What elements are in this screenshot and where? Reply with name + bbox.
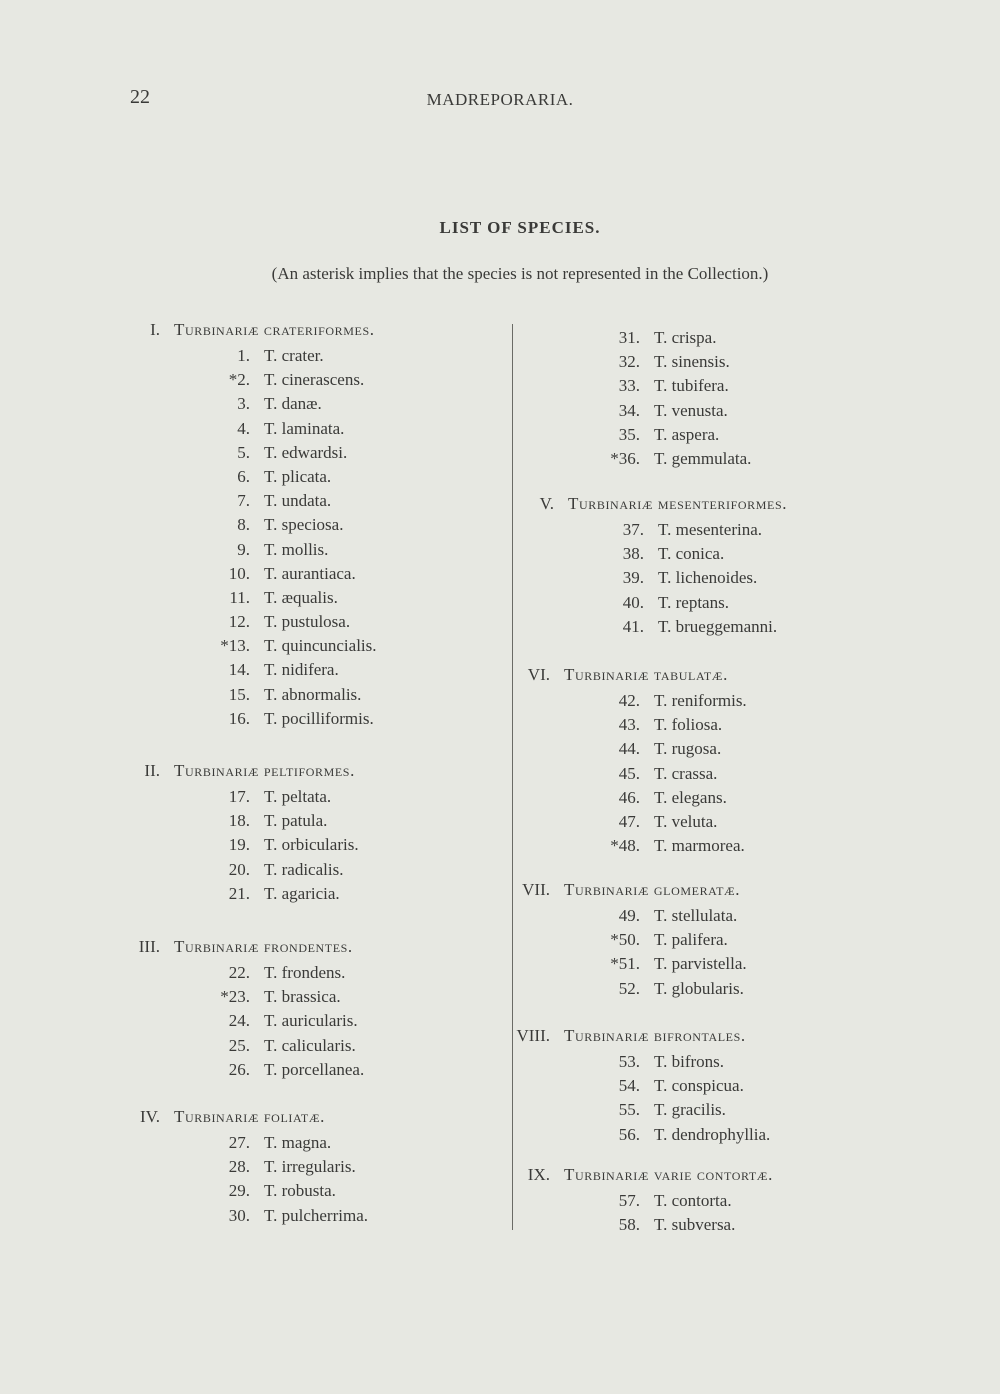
page-number: 22 [130, 86, 150, 108]
section-numeral: III. [138, 937, 160, 956]
section-title: Turbinariæ varie contortæ. [564, 1165, 773, 1184]
species-number: 9. [237, 539, 250, 559]
species-name: T. pulcherrima. [264, 1205, 369, 1225]
section-title: Turbinariæ peltiformes. [174, 761, 355, 780]
species-number: 21. [228, 883, 250, 903]
species-number: 35. [618, 424, 640, 444]
species-number: *51. [610, 954, 640, 974]
species-name: T. nidifera. [264, 660, 339, 680]
section-title: Turbinariæ crateriformes. [174, 320, 375, 339]
section-title: Turbinariæ mesenteriformes. [568, 494, 788, 513]
species-number: 57. [618, 1191, 640, 1210]
species-name: T. tubifera. [654, 376, 729, 396]
species-name: T. plicata. [264, 466, 332, 486]
species-name: T. conspicua. [654, 1076, 744, 1096]
species-name: T. conica. [658, 544, 725, 564]
section-numeral: IV. [140, 1107, 160, 1126]
species-number: 34. [618, 400, 640, 420]
section-numeral: I. [150, 320, 160, 339]
species-name: T. marmorea. [654, 836, 745, 856]
column-divider [512, 324, 513, 1230]
species-number: 38. [622, 544, 644, 564]
species-name: T. crater. [264, 346, 324, 365]
species-number: 41. [622, 616, 644, 636]
section-title: Turbinariæ foliatæ. [174, 1107, 325, 1126]
species-number: *13. [220, 636, 250, 656]
species-number: 43. [618, 715, 640, 735]
species-name: T. danæ. [264, 394, 322, 414]
species-number: 52. [618, 978, 640, 998]
species-name: T. undata. [264, 491, 332, 511]
species-name: T. contorta. [654, 1191, 732, 1210]
species-name: T. sinensis. [654, 352, 730, 372]
section-title: Turbinariæ glomeratæ. [564, 880, 741, 899]
running-head: MADREPORARIA. [426, 90, 574, 109]
species-name: T. auricularis. [264, 1011, 358, 1031]
species-number: 8. [237, 515, 250, 535]
species-name: T. parvistella. [654, 954, 747, 974]
species-name: T. peltata. [264, 787, 332, 806]
species-name: T. bifrons. [654, 1052, 725, 1071]
species-number: 25. [228, 1035, 250, 1055]
species-number: 58. [618, 1215, 640, 1235]
species-number: 5. [237, 442, 250, 462]
species-name: T. reniformis. [654, 691, 747, 710]
species-number: 15. [228, 684, 250, 704]
species-number: *36. [610, 448, 640, 468]
species-number: 17. [228, 787, 250, 806]
species-number: 27. [228, 1133, 250, 1152]
species-number: 47. [618, 811, 640, 831]
species-name: T. magna. [264, 1133, 332, 1152]
species-name: T. gemmulata. [654, 448, 752, 468]
species-number: 6. [237, 466, 250, 486]
species-name: T. venusta. [654, 400, 728, 420]
species-number: 22. [228, 963, 250, 982]
species-name: T. orbicularis. [264, 835, 359, 855]
species-name: T. mollis. [264, 539, 329, 559]
species-number: *23. [220, 987, 250, 1007]
species-number: 14. [228, 660, 250, 680]
species-number: 12. [228, 612, 250, 632]
species-number: 3. [237, 394, 250, 414]
section-numeral: VIII. [516, 1026, 550, 1045]
species-number: *50. [610, 930, 640, 950]
species-number: 1. [237, 346, 250, 365]
species-number: 28. [228, 1157, 250, 1177]
species-number: 16. [228, 708, 250, 728]
species-number: 55. [618, 1100, 640, 1120]
species-number: 31. [618, 328, 640, 347]
species-number: 42. [618, 691, 640, 710]
species-number: 18. [228, 811, 250, 831]
section-numeral: II. [144, 761, 160, 780]
section-numeral: VII. [522, 880, 550, 899]
species-name: T. edwardsi. [264, 442, 348, 462]
species-name: T. brassica. [264, 987, 341, 1007]
species-number: 20. [228, 859, 250, 879]
species-name: T. rugosa. [654, 739, 722, 759]
species-number: 40. [622, 592, 644, 612]
species-name: T. porcellanea. [264, 1059, 365, 1079]
species-name: T. globularis. [654, 978, 744, 998]
species-number: 56. [618, 1124, 640, 1144]
species-number: 53. [618, 1052, 640, 1071]
species-number: 10. [228, 563, 250, 583]
species-name: T. brueggemanni. [658, 616, 778, 636]
species-number: 30. [228, 1205, 250, 1225]
species-number: 29. [228, 1181, 250, 1201]
species-name: T. calicularis. [264, 1035, 356, 1055]
species-name: T. radicalis. [264, 859, 344, 879]
species-name: T. robusta. [264, 1181, 336, 1201]
section-title: Turbinariæ frondentes. [174, 937, 353, 956]
section-numeral: VI. [527, 665, 550, 684]
species-number: 19. [228, 835, 250, 855]
species-number: 33. [618, 376, 640, 396]
species-number: *48. [610, 836, 640, 856]
species-name: T. elegans. [654, 787, 727, 807]
species-name: T. cinerascens. [264, 370, 365, 390]
species-number: 4. [237, 418, 250, 438]
section-numeral: V. [539, 494, 554, 513]
section-title: Turbinariæ tabulatæ. [564, 665, 728, 684]
species-number: 44. [618, 739, 640, 759]
species-name: T. patula. [264, 811, 328, 831]
species-name: T. pocilliformis. [264, 708, 374, 728]
species-name: T. agaricia. [264, 883, 340, 903]
species-name: T. gracilis. [654, 1100, 726, 1120]
species-name: T. frondens. [264, 963, 346, 982]
species-number: 49. [618, 906, 640, 925]
species-name: T. irregularis. [264, 1157, 356, 1177]
section-numeral: IX. [527, 1165, 550, 1184]
species-number: 54. [618, 1076, 640, 1096]
species-number: 11. [229, 587, 250, 607]
species-name: T. crispa. [654, 328, 717, 347]
species-number: 46. [618, 787, 640, 807]
species-name: T. æqualis. [264, 587, 338, 607]
species-name: T. lichenoides. [658, 568, 758, 588]
species-number: 26. [228, 1059, 250, 1079]
species-name: T. quincuncialis. [264, 636, 377, 656]
list-note: (An asterisk implies that the species is not represented in the Collection.) [271, 264, 769, 283]
species-number: 45. [618, 763, 640, 783]
species-number: 7. [237, 491, 250, 511]
species-name: T. subversa. [654, 1215, 736, 1235]
species-name: T. aspera. [654, 424, 720, 444]
list-title: LIST OF SPECIES. [439, 218, 601, 237]
species-name: T. abnormalis. [264, 684, 362, 704]
species-name: T. reptans. [658, 592, 729, 612]
species-number: 37. [622, 520, 644, 539]
species-name: T. laminata. [264, 418, 345, 438]
section-title: Turbinariæ bifrontales. [564, 1026, 746, 1045]
species-name: T. mesenterina. [658, 520, 763, 539]
species-number: 32. [618, 352, 640, 372]
species-name: T. veluta. [654, 811, 718, 831]
species-number: 24. [228, 1011, 250, 1031]
species-name: T. crassa. [654, 763, 718, 783]
species-name: T. aurantiaca. [264, 563, 356, 583]
species-name: T. palifera. [654, 930, 728, 950]
species-number: 39. [622, 568, 644, 588]
species-name: T. speciosa. [264, 515, 344, 535]
species-name: T. stellulata. [654, 906, 738, 925]
species-number: *2. [228, 370, 250, 390]
species-name: T. dendrophyllia. [654, 1124, 771, 1144]
species-name: T. pustulosa. [264, 612, 351, 632]
species-name: T. foliosa. [654, 715, 723, 735]
